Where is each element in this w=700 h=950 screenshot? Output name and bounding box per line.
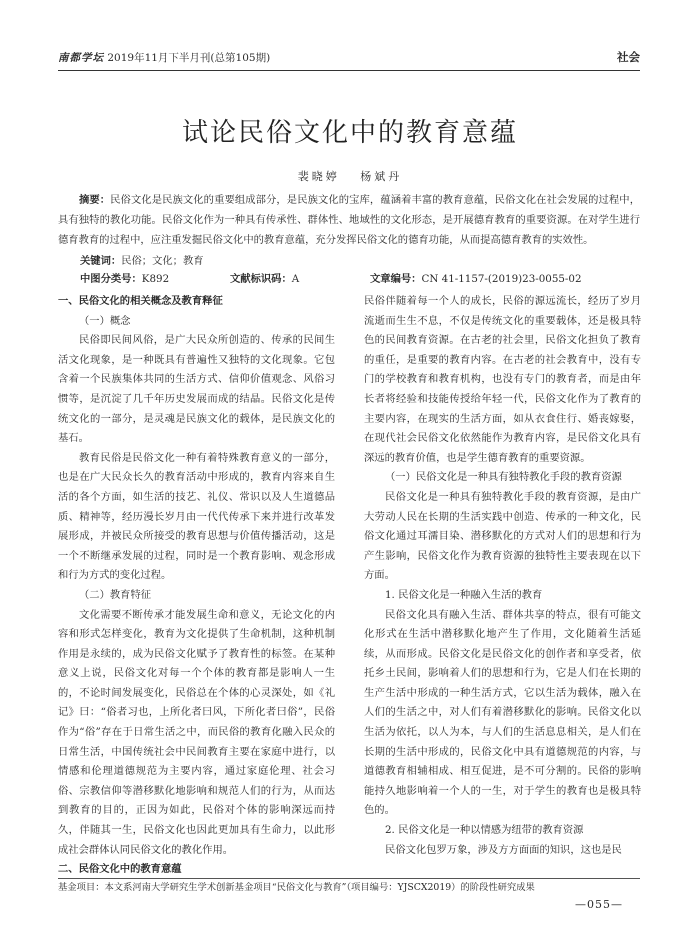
body-paragraph: 民俗文化具有融入生活、群体共享的特点，很有可能文化形式在生活中潜移默化地产生了作用，文化随着生活延续，从而形成。民俗文化是民俗文化的创作者和享受者，依托乡土民间，影响着人们的思想和行为，它是人们在长期的生产生活中形成的一种生活方式，它以生活为载体，融入在人们的生活之中，对人们有着潜移默化的影响。民俗文化以生活为依托，以人为本，与人们的生活息息相关，是人们在长期的生活中形成的，民俗文化中具有道德规范的内容，与道德教育相辅相成、相互促进，是不可分割的。民俗的影响能持久地影响着一个人的一生，对于学生的教育也是极具特色的。 — [364, 608, 641, 817]
running-head — [58, 50, 270, 65]
body-paragraph: 民俗即民间风俗，是广大民众所创造的、传承的民间生活文化现象，是一种既具有普遍性又独特的文化现象。它包含着一个民族集体共同的生活方式、信仰价值观念、风俗习惯等，是沉淀了几千年历史发展而成的结晶。民俗文化是传统文化的一部分，是灵魂是民族文化的载体，是民族文化的基石。 — [58, 334, 335, 445]
article-title: 试论民俗文化中的教育意蕴 — [181, 118, 518, 148]
subsection-heading: （一）民俗文化是一种具有独特教化手段的教育资源 — [385, 471, 622, 484]
section-heading: 一、民俗文化的相关概念及教育释征 — [58, 295, 223, 307]
abstract-text: 民俗文化是民族文化的重要组成部分，是民族文化的宝库，蕴涵着丰富的教育意蕴，民俗文化在社会发展的过程中，具有独特的教化功能。民俗文化作为一种具有传承性、群体性、地域性的文化形态，是开展德育教育的重要资源。在对学生进行德育教育的过程中，应注重发掘民俗文化中的教育意蕴，充分发挥民俗文化的德育功能，从而提高德育教育的实效性。 — [58, 194, 640, 246]
keywords — [80, 252, 204, 267]
doc-code-value: A — [291, 273, 300, 285]
body-paragraph: 教育民俗是民俗文化一种有着特殊教育意义的一部分，也是在广大民众长久的教育活动中形成的，教育内容来自生活的各个方面，如生活的技艺、礼仪、常识以及人生道德品质、精神等，经历漫长岁月由一代代传承下来并进行改革发展形成，并被民众所接受的教育思想与价值传播活动，这是一个不断继承发展的过程，同时是一个教育影响、观念形成和行为方式的变化过程。 — [58, 451, 335, 582]
keywords-text: 民俗；文化；教育 — [121, 255, 204, 267]
body-paragraph: 文化需要不断传承才能发展生命和意义，无论文化的内容和形式怎样变化，教育为文化提供了生命机制，这种机制作用是永续的，成为民俗文化赋予了教育性的标签。在某种意义上说，民俗文化对每一个个体的教育都是影响人一生的，不论时间发展变化，民俗总在个体的心灵深处，如《礼记》曰：“俗者习也，上所化者曰风，下所化者曰俗”，民俗作为“俗”存在于日常生活之中，而民俗的教育化融入民众的日常生活，中国传统社会中民间教育主要在家庭中进行，以情感和伦理道德规范为主要内容，通过家庭伦理、社会习俗、宗教信仰等潜移默化地影响和规范人们的行为，从而达到教育的目的，正因为如此，民俗对个体的影响深远而持久，伴随其一生，民俗文化也因此更加具有生命力，以此形成社会群体认同民俗文化的教化作用。 — [58, 608, 335, 856]
article-number-value: CN 41-1157-(2019)23-0055-02 — [421, 273, 582, 285]
section-label: 社会 — [617, 50, 640, 64]
abstract-label: 摘要： — [79, 194, 111, 206]
doc-code-item — [230, 270, 299, 285]
abstract — [58, 190, 640, 250]
subsection-heading: 2. 民俗文化是一种以情感为纽带的教育资源 — [385, 824, 584, 837]
clc-item — [80, 270, 169, 285]
funding-footnote: 基金项目：本文系河南大学研究生学术创新基金项目“民俗文化与教育”（项目编号：YJSCX2019）的阶段性研究成果 — [58, 882, 535, 893]
article-number-item — [370, 270, 582, 285]
doc-code-label: 文献标识码： — [230, 273, 292, 285]
subsection-heading: （二）教育特征 — [79, 588, 152, 601]
classification-row — [80, 270, 640, 286]
header-rule — [58, 70, 640, 71]
page-number: —055— — [575, 898, 623, 911]
article-authors: 裴晓婷 杨斌丹 — [297, 170, 403, 183]
section-heading: 二、民俗文化中的教育意蕴 — [58, 863, 182, 876]
footnote-rule — [58, 878, 640, 879]
body-paragraph: 民俗文化是一种具有独特教化手段的教育资源，是由广大劳动人民在长期的生活实践中创造、传承的一种文化，民俗文化通过耳濡目染、潜移默化的方式对人们的思想和行为产生影响，民俗文化作为教育资源的独特性主要表现在以下方面。 — [364, 490, 641, 582]
right-column — [364, 292, 641, 877]
page-header — [58, 50, 640, 68]
article-number-label: 文章编号： — [370, 273, 422, 285]
left-column — [58, 292, 335, 877]
body-paragraph: 民俗伴随着每一个人的成长，民俗的源远流长，经历了岁月流逝而生生不息，不仅是传统文化的重要载体，还是极具特色的民间教育资源。在古老的社会里，民俗文化担负了教育的重任，是重要的教育内容。在古老的社会教育中，没有专门的学校教育和教育机构，也没有专门的教育者，而是由年长者将经验和技能传授给年轻一代，民俗文化作为了教育的主要内容，在现实的生活方面，如从衣食住行、婚丧嫁娶，在现代社会民俗文化依然能作为教育内容，是民俗文化具有深远的教育价值，也是学生德育教育的重要资源。 — [364, 295, 641, 464]
clc-value: K892 — [141, 273, 170, 285]
clc-label: 中图分类号： — [80, 273, 142, 285]
keywords-label: 关键词： — [80, 255, 122, 267]
body-paragraph: 民俗文化包罗万象，涉及方方面面的知识，这也是民 — [385, 843, 622, 856]
journal-name: 南都学坛 — [58, 52, 104, 64]
subsection-heading: （一）概念 — [79, 314, 131, 327]
issue-info: 2019年11月下半月刊(总第105期) — [107, 52, 271, 64]
subsection-heading: 1. 民俗文化是一种融入生活的教育 — [385, 588, 543, 601]
